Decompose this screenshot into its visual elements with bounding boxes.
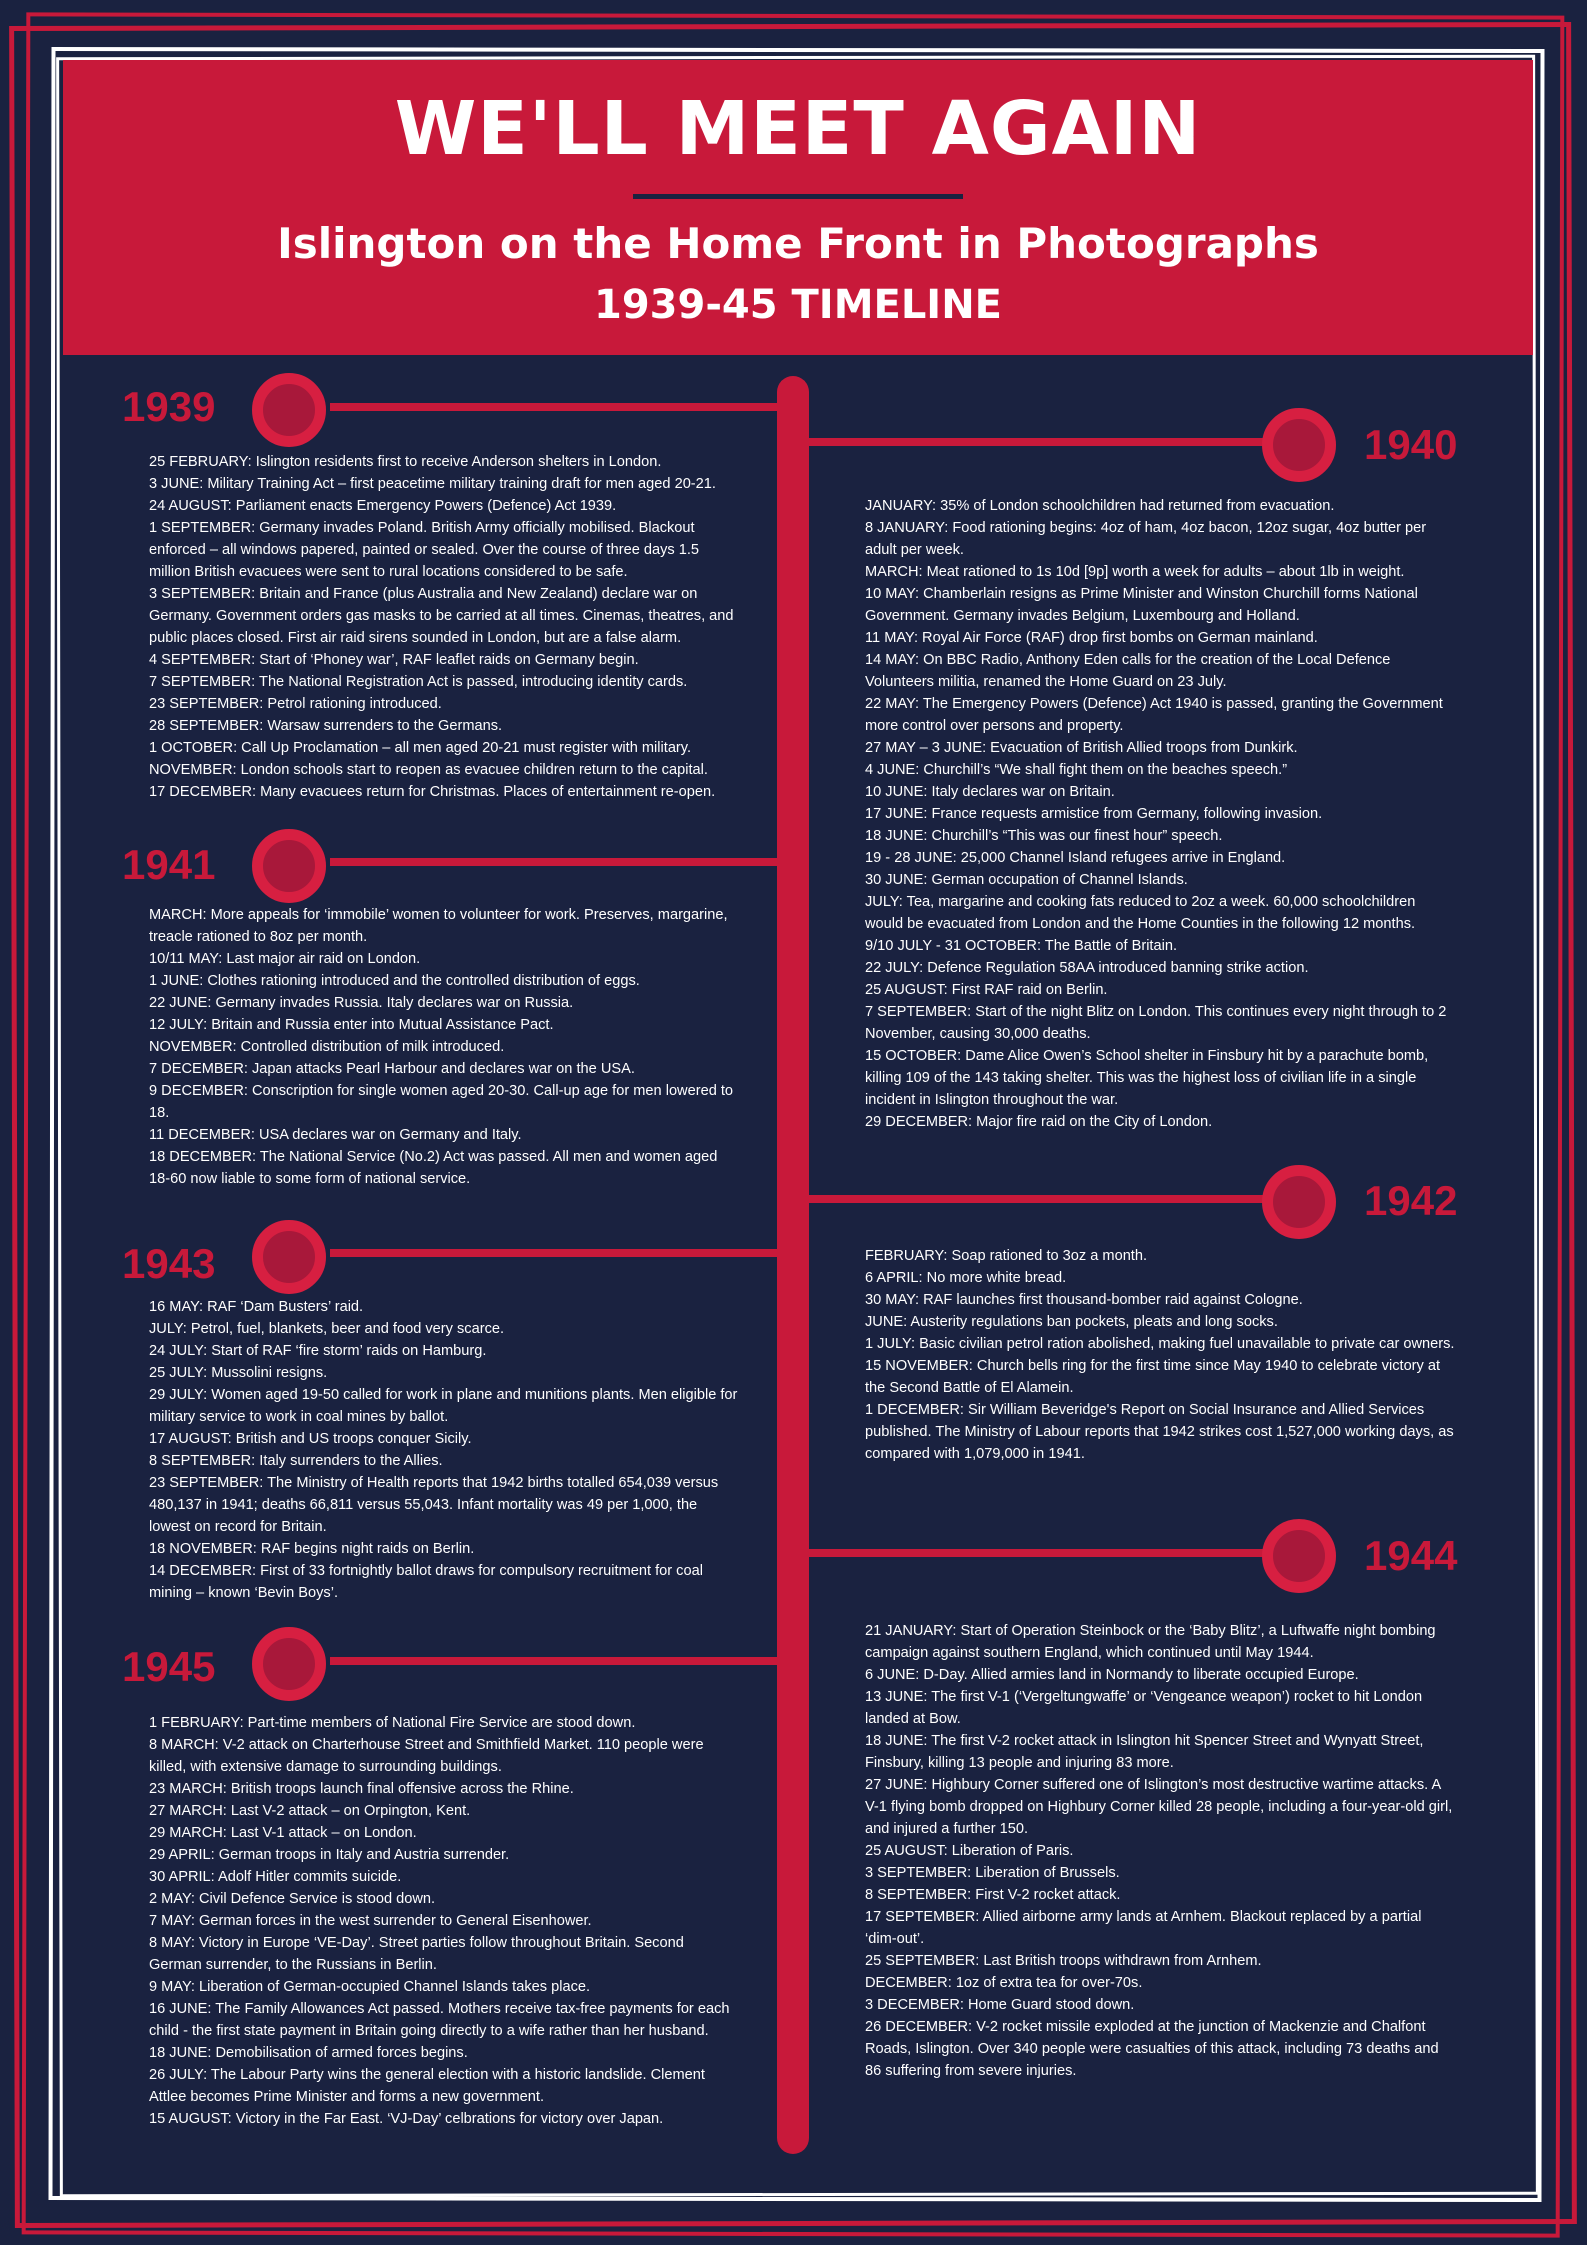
timeline-event: 10 JUNE: Italy declares war on Britain. — [865, 784, 1115, 800]
timeline-event: 7 DECEMBER: Japan attacks Pearl Harbour and declares war on the USA. — [149, 1061, 635, 1077]
connector-1939 — [330, 403, 790, 411]
year-label-1941: 1941 — [122, 841, 216, 888]
connector-1943 — [330, 1249, 790, 1257]
title-divider — [633, 194, 963, 199]
timeline-event: JULY: Tea, margarine and cooking fats reduced to 2oz a week. 60,000 schoolchildren would be evacuated from London and the Home Counties in the following 12 months. — [865, 894, 1416, 932]
connector-1940 — [795, 438, 1265, 446]
timeline-event: 9 DECEMBER: Conscription for single women aged 20-30. Call-up age for men lowered to 18. — [149, 1083, 734, 1121]
timeline-node-1944 — [1262, 1519, 1336, 1593]
timeline-event: 25 SEPTEMBER: Last British troops withdrawn from Arnhem. — [865, 1953, 1262, 1969]
timeline-event: 8 MARCH: V-2 attack on Charterhouse Street and Smithfield Market. 110 people were killed, with extensive damage to surrounding buildings. — [149, 1737, 704, 1775]
timeline-event: JUNE: Austerity regulations ban pockets, pleats and long socks. — [865, 1314, 1278, 1330]
timeline-event: 4 JUNE: Churchill’s “We shall fight them on the beaches speech.” — [865, 762, 1288, 778]
timeline-event: 6 APRIL: No more white bread. — [865, 1270, 1067, 1286]
year-label-1942: 1942 — [1364, 1177, 1458, 1224]
timeline-event: 17 JUNE: France requests armistice from Germany, following invasion. — [865, 806, 1323, 822]
year-label-1940: 1940 — [1364, 421, 1458, 468]
events-1944 — [865, 1620, 1455, 2082]
timeline-event: 26 DECEMBER: V-2 rocket missile exploded at the junction of Mackenzie and Chalfont Roads, Islington. Over 340 people were casualties of this attack, including 73 deaths and 86 suffering from severe injuries. — [865, 2019, 1439, 2079]
events-1940 — [865, 495, 1455, 1133]
timeline-event: 3 SEPTEMBER: Liberation of Brussels. — [865, 1865, 1120, 1881]
year-label-1945: 1945 — [122, 1643, 216, 1690]
page-subtitle: Islington on the Home Front in Photographs — [277, 219, 1319, 268]
timeline-event: 7 SEPTEMBER: The National Registration Act is passed, introducing identity cards. — [149, 674, 688, 690]
timeline-event: 7 SEPTEMBER: Start of the night Blitz on London. This continues every night through to 2 November, causing 30,000 deaths. — [865, 1004, 1447, 1042]
timeline-event: 24 AUGUST: Parliament enacts Emergency Powers (Defence) Act 1939. — [149, 498, 617, 514]
timeline-event: NOVEMBER: Controlled distribution of milk introduced. — [149, 1039, 505, 1055]
connector-1942 — [795, 1195, 1265, 1203]
timeline-event: 6 JUNE: D-Day. Allied armies land in Normandy to liberate occupied Europe. — [865, 1667, 1359, 1683]
timeline-node-1940 — [1262, 408, 1336, 482]
timeline-event: 22 MAY: The Emergency Powers (Defence) Act 1940 is passed, granting the Government more control over persons and property. — [865, 696, 1443, 734]
timeline-event: 3 SEPTEMBER: Britain and France (plus Australia and New Zealand) declare war on Germany. Government orders gas masks to be carried at all times. Cinemas, theatres, and public places closed. First air raid sirens sounded in London, but are a false alarm. — [149, 586, 734, 646]
timeline-node-1942 — [1262, 1165, 1336, 1239]
timeline-event: 18 NOVEMBER: RAF begins night raids on Berlin. — [149, 1541, 475, 1557]
timeline-event: 3 DECEMBER: Home Guard stood down. — [865, 1997, 1135, 2013]
timeline-event: MARCH: More appeals for ‘immobile’ women to volunteer for work. Preserves, margarine, treacle rationed to 8oz per month. — [149, 907, 728, 945]
timeline-event: 11 DECEMBER: USA declares war on Germany and Italy. — [149, 1127, 522, 1143]
timeline-event: 9 MAY: Liberation of German-occupied Channel Islands takes place. — [149, 1979, 591, 1995]
timeline-event: 14 MAY: On BBC Radio, Anthony Eden calls for the creation of the Local Defence Volunteers militia, renamed the Home Guard on 23 July. — [865, 652, 1391, 690]
timeline-event: 17 SEPTEMBER: Allied airborne army lands at Arnhem. Blackout replaced by a partial ‘dim-out’. — [865, 1909, 1422, 1947]
timeline-event: 8 SEPTEMBER: Italy surrenders to the Allies. — [149, 1453, 443, 1469]
timeline-event: 4 SEPTEMBER: Start of ‘Phoney war’, RAF leaflet raids on Germany begin. — [149, 652, 639, 668]
timeline-event: 24 JULY: Start of RAF ‘fire storm’ raids on Hamburg. — [149, 1343, 487, 1359]
timeline-event: 18 JUNE: The first V-2 rocket attack in Islington hit Spencer Street and Wynyatt Street, Finsbury, killing 13 people and injuring 83 more. — [865, 1733, 1424, 1771]
timeline-event: 30 MAY: RAF launches first thousand-bomber raid against Cologne. — [865, 1292, 1303, 1308]
timeline-event: 8 SEPTEMBER: First V-2 rocket attack. — [865, 1887, 1121, 1903]
timeline-event: 3 JUNE: Military Training Act – first peacetime military training draft for men aged 20-21. — [149, 476, 716, 492]
timeline-event: JANUARY: 35% of London schoolchildren had returned from evacuation. — [865, 498, 1335, 514]
timeline-event: 8 MAY: Victory in Europe ‘VE-Day’. Street parties follow throughout Britain. Second German surrender, to the Russians in Berlin. — [149, 1935, 684, 1973]
timeline-spine — [777, 376, 809, 2154]
timeline-event: 16 JUNE: The Family Allowances Act passed. Mothers receive tax-free payments for each child - the first state payment in Britain going directly to a wife rather than her husband. — [149, 2001, 730, 2039]
timeline-node-1941 — [252, 829, 326, 903]
connector-1944 — [795, 1549, 1265, 1557]
timeline-event: 7 MAY: German forces in the west surrender to General Eisenhower. — [149, 1913, 592, 1929]
timeline-event: 1 FEBRUARY: Part-time members of National Fire Service are stood down. — [149, 1715, 636, 1731]
timeline-event: 29 MARCH: Last V-1 attack – on London. — [149, 1825, 417, 1841]
timeline-event: 28 SEPTEMBER: Warsaw surrenders to the Germans. — [149, 718, 503, 734]
timeline-event: 29 APRIL: German troops in Italy and Austria surrender. — [149, 1847, 510, 1863]
timeline-event: JULY: Petrol, fuel, blankets, beer and food very scarce. — [149, 1321, 505, 1337]
timeline-node-1945 — [252, 1627, 326, 1701]
timeline-event: 9/10 JULY - 31 OCTOBER: The Battle of Britain. — [865, 938, 1178, 954]
timeline-event: 1 DECEMBER: Sir William Beveridge's Report on Social Insurance and Allied Services published. The Ministry of Labour reports that 1942 strikes cost 1,527,000 working days, as compared with 1,079,000 in 1941. — [865, 1402, 1454, 1462]
timeline-event: 19 - 28 JUNE: 25,000 Channel Island refugees arrive in England. — [865, 850, 1286, 866]
timeline-event: 1 OCTOBER: Call Up Proclamation – all men aged 20-21 must register with military. — [149, 740, 692, 756]
timeline-event: 25 FEBRUARY: Islington residents first to receive Anderson shelters in London. — [149, 454, 662, 470]
timeline-event: 29 JULY: Women aged 19-50 called for work in plane and munitions plants. Men eligible for military service to work in coal mines by ballot. — [149, 1387, 738, 1425]
year-label-1939: 1939 — [122, 383, 216, 430]
timeline-label: 1939-45 TIMELINE — [594, 282, 1002, 329]
timeline-event: 27 MAY – 3 JUNE: Evacuation of British Allied troops from Dunkirk. — [865, 740, 1298, 756]
timeline-event: 30 JUNE: German occupation of Channel Islands. — [865, 872, 1188, 888]
events-1939 — [149, 451, 739, 803]
timeline-event: FEBRUARY: Soap rationed to 3oz a month. — [865, 1248, 1148, 1264]
timeline-event: 21 JANUARY: Start of Operation Steinbock or the ‘Baby Blitz’, a Luftwaffe night bombing campaign against southern England, which continued until May 1944. — [865, 1623, 1436, 1661]
timeline-event: 12 JULY: Britain and Russia enter into Mutual Assistance Pact. — [149, 1017, 554, 1033]
timeline-event: 10 MAY: Chamberlain resigns as Prime Minister and Winston Churchill forms National Government. Germany invades Belgium, Luxembourg and Holland. — [865, 586, 1418, 624]
timeline-event: 8 JANUARY: Food rationing begins: 4oz of ham, 4oz bacon, 12oz sugar, 4oz butter per adult per week. — [865, 520, 1427, 558]
timeline-node-1943 — [252, 1220, 326, 1294]
timeline-node-1939 — [252, 373, 326, 447]
timeline-event: 23 MARCH: British troops launch final offensive across the Rhine. — [149, 1781, 574, 1797]
timeline-event: 22 JUNE: Germany invades Russia. Italy declares war on Russia. — [149, 995, 574, 1011]
timeline-event: 30 APRIL: Adolf Hitler commits suicide. — [149, 1869, 402, 1885]
timeline-event: 1 SEPTEMBER: Germany invades Poland. British Army officially mobilised. Blackout enforced – all windows papered, painted or sealed. Over the course of three days 1.5 million British evacuees were sent to rural locations considered to be safe. — [149, 520, 700, 580]
timeline-event: 1 JUNE: Clothes rationing introduced and the controlled distribution of eggs. — [149, 973, 640, 989]
events-1943 — [149, 1296, 739, 1604]
timeline-event: 13 JUNE: The first V-1 (‘Vergeltungwaffe’ or ‘Vengeance weapon’) rocket to hit London landed at Bow. — [865, 1689, 1423, 1727]
events-1945 — [149, 1712, 739, 2130]
timeline-event: 15 AUGUST: Victory in the Far East. ‘VJ-Day’ celbrations for victory over Japan. — [149, 2111, 664, 2127]
timeline-event: DECEMBER: 1oz of extra tea for over-70s. — [865, 1975, 1143, 1991]
year-label-1944: 1944 — [1364, 1532, 1458, 1579]
timeline-event: 26 JULY: The Labour Party wins the general election with a historic landslide. Clement Attlee becomes Prime Minister and forms a new government. — [149, 2067, 705, 2105]
timeline-event: 17 AUGUST: British and US troops conquer Sicily. — [149, 1431, 472, 1447]
timeline-event: 16 MAY: RAF ‘Dam Busters’ raid. — [149, 1299, 364, 1315]
connector-1941 — [330, 858, 790, 866]
timeline-event: MARCH: Meat rationed to 1s 10d [9p] worth a week for adults – about 1lb in weight. — [865, 564, 1405, 580]
timeline-event: 11 MAY: Royal Air Force (RAF) drop first bombs on German mainland. — [865, 630, 1318, 646]
timeline-event: NOVEMBER: London schools start to reopen as evacuee children return to the capital. — [149, 762, 708, 778]
timeline-event: 10/11 MAY: Last major air raid on London. — [149, 951, 421, 967]
connector-1945 — [330, 1657, 790, 1665]
year-label-1943: 1943 — [122, 1240, 216, 1287]
timeline-event: 15 OCTOBER: Dame Alice Owen’s School shelter in Finsbury hit by a parachute bomb, killing 109 of the 143 taking shelter. This was the highest loss of civilian life in a single incident in Islington throughout the war. — [865, 1048, 1429, 1108]
events-1942 — [865, 1245, 1455, 1465]
timeline-event: 23 SEPTEMBER: The Ministry of Health reports that 1942 births totalled 654,039 versus 480,137 in 1941; deaths 66,811 versus 55,043. Infant mortality was 49 per 1,000, the lowest on record for Britain. — [149, 1475, 719, 1535]
timeline-event: 18 JUNE: Churchill’s “This was our finest hour” speech. — [865, 828, 1223, 844]
timeline-event: 14 DECEMBER: First of 33 fortnightly ballot draws for compulsory recruitment for coal mining – known ‘Bevin Boys’. — [149, 1563, 703, 1601]
timeline-event: 2 MAY: Civil Defence Service is stood down. — [149, 1891, 436, 1907]
timeline-event: 27 JUNE: Highbury Corner suffered one of Islington’s most destructive wartime attacks. A V-1 flying bomb dropped on Highbury Corner killed 28 people, including a four-year-old girl, and injured a further 150. — [865, 1777, 1453, 1837]
timeline-event: 23 SEPTEMBER: Petrol rationing introduced. — [149, 696, 442, 712]
timeline-event: 1 JULY: Basic civilian petrol ration abolished, making fuel unavailable to private car owners. — [865, 1336, 1455, 1352]
header-banner — [63, 60, 1533, 355]
timeline-event: 29 DECEMBER: Major fire raid on the City of London. — [865, 1114, 1213, 1130]
timeline-event: 25 AUGUST: First RAF raid on Berlin. — [865, 982, 1108, 998]
timeline-event: 22 JULY: Defence Regulation 58AA introduced banning strike action. — [865, 960, 1309, 976]
events-1941 — [149, 904, 739, 1190]
timeline-event: 18 JUNE: Demobilisation of armed forces begins. — [149, 2045, 468, 2061]
timeline-event: 17 DECEMBER: Many evacuees return for Christmas. Places of entertainment re-open. — [149, 784, 716, 800]
timeline-event: 15 NOVEMBER: Church bells ring for the first time since May 1940 to celebrate victory at the Second Battle of El Alamein. — [865, 1358, 1441, 1396]
timeline-event: 18 DECEMBER: The National Service (No.2) Act was passed. All men and women aged 18-60 now liable to some form of national service. — [149, 1149, 718, 1187]
timeline-event: 25 AUGUST: Liberation of Paris. — [865, 1843, 1074, 1859]
timeline-event: 25 JULY: Mussolini resigns. — [149, 1365, 328, 1381]
timeline-event: 27 MARCH: Last V-2 attack – on Orpington, Kent. — [149, 1803, 471, 1819]
page-title: WE'LL MEET AGAIN — [394, 86, 1202, 172]
